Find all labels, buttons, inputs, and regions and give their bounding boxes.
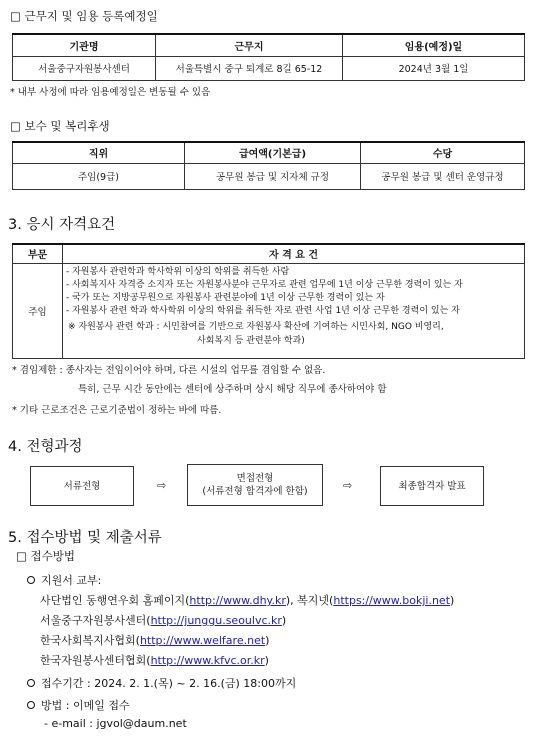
process-step-final <box>380 466 484 506</box>
requirements-table <box>12 243 525 359</box>
workplace-header-date: 임용(예정)일 <box>343 34 525 56</box>
workplace-cell-date: 2024년 3월 1일 <box>343 56 525 80</box>
req-header-requirements: 자 격 요 건 <box>63 244 525 263</box>
workplace-note: * 내부 사정에 따라 임용예정일은 변동될 수 있음 <box>10 87 211 98</box>
apply-line-1: 사단법인 동행연우회 홈페이지(http://www.dhy.kr), 복지넷(https://www.bokji.net) <box>40 594 455 607</box>
req-item: - 자원봉사 관련학과 학사학위 이상의 학위를 취득한 사람 <box>66 266 290 277</box>
link-bokji[interactable]: https://www.bokji.net <box>333 594 451 607</box>
pay-header-allowance: 수당 <box>361 142 525 163</box>
pay-table <box>12 141 525 190</box>
arrow-right-icon: ⇨ <box>343 479 353 492</box>
workplace-header-org: 기관명 <box>13 34 156 56</box>
apply-item-method: 방법 : 이메일 접수 <box>27 697 130 713</box>
pay-cell-allowance: 공무원 봉급 및 센터 운영규정 <box>361 163 525 189</box>
circle-bullet-icon <box>27 679 35 687</box>
workplace-header-place: 근무지 <box>156 34 343 56</box>
link-welfare[interactable]: http://www.welfare.net <box>139 634 266 647</box>
process-step-interview-label: 면접전형 <box>236 473 274 484</box>
apply-item-period: 접수기간 : 2024. 2. 1.(목) ~ 2. 16.(금) 18:00까지 <box>27 675 296 691</box>
apply-line-2: 서울중구자원봉사센터(http://junggu.seoulvc.kr) <box>40 614 287 627</box>
link-junggu[interactable]: http://junggu.seoulvc.kr <box>150 614 282 627</box>
req-item: - 자원봉사 관련 학과 학사학위 이상의 학위를 취득한 자로 관련 사업 1년 이상 근무한 경력이 있는 자 <box>66 306 460 317</box>
req-note-concurrent-detail: 특히, 근무 시간 동안에는 센터에 상주하며 상시 해당 직무에 종사하여야 함 <box>78 384 387 395</box>
apply-line-4: 한국자원봉사센터협회(http://www.kfvc.or.kr) <box>40 654 269 667</box>
circle-bullet-icon <box>27 576 35 584</box>
section-4-title: 4. 전형과정 <box>8 439 83 455</box>
req-note-concurrent: * 겸임제한 : 종사자는 전임이어야 하며, 다른 시설의 업무를 겸임할 수 없음. <box>12 365 326 376</box>
apply-email: - e-mail : jgvol@daum.net <box>44 717 187 730</box>
req-cell-category: 주임 <box>13 263 63 358</box>
req-header-category: 부문 <box>13 244 63 263</box>
workplace-cell-place: 서울특별시 중구 퇴계로 8길 65-12 <box>156 56 343 80</box>
process-step-documents <box>30 466 134 506</box>
process-step-interview-note: (서류전형 합격자에 한함) <box>202 486 308 497</box>
apply-line-3: 한국사회복지사협회(http://www.welfare.net) <box>40 634 270 647</box>
workplace-table <box>12 33 525 81</box>
process-step-final-label: 최종합격자 발표 <box>398 480 466 492</box>
workplace-cell-org: 서울중구자원봉사센터 <box>13 56 156 80</box>
pay-header-position: 직위 <box>13 142 185 163</box>
process-step-interview <box>187 464 323 506</box>
req-cell-list <box>63 263 525 358</box>
section-3-title: 3. 응시 자격요건 <box>8 217 116 233</box>
req-example-line-2: 사회복지 등 관련분야 학과) <box>197 335 305 346</box>
link-dhy[interactable]: http://www.dhy.kr <box>189 594 286 607</box>
arrow-right-icon: ⇨ <box>157 479 167 492</box>
pay-cell-salary: 공무원 봉급 및 지자체 규정 <box>185 163 361 189</box>
apply-item-forms: 지원서 교부: <box>27 572 101 588</box>
circle-bullet-icon <box>27 701 35 709</box>
section-workplace-heading: □ 근무지 및 임용 등록예정일 <box>10 9 158 23</box>
req-note-other: * 기타 근로조건은 근로기준법이 정하는 바에 따름. <box>12 405 222 416</box>
pay-cell-position: 주임(9급) <box>13 163 185 189</box>
section-5-sub: □ 접수방법 <box>16 549 75 563</box>
req-item: - 사회복지사 자격증 소지자 또는 자원봉사분야 근무자로 관련 업무에 1년 이상 근무한 경력이 있는 자 <box>66 279 463 290</box>
req-example-line-1: ※ 자원봉사 관련 학과 : 시민참여를 기반으로 자원봉사 확산에 기여하는 시민사회, NGO 비영리, <box>68 322 444 333</box>
section-5-title: 5. 접수방법 및 제출서류 <box>8 530 162 546</box>
req-item: - 국가 또는 지방공무원으로 자원봉사 관련분야에 1년 이상 근무한 경력이 있는 자 <box>66 292 385 303</box>
section-pay-heading: □ 보수 및 복리후생 <box>10 119 110 133</box>
pay-header-salary: 급여액(기본급) <box>185 142 361 163</box>
link-kfvc[interactable]: http://www.kfvc.or.kr <box>150 654 265 667</box>
process-step-documents-label: 서류전형 <box>63 480 101 492</box>
